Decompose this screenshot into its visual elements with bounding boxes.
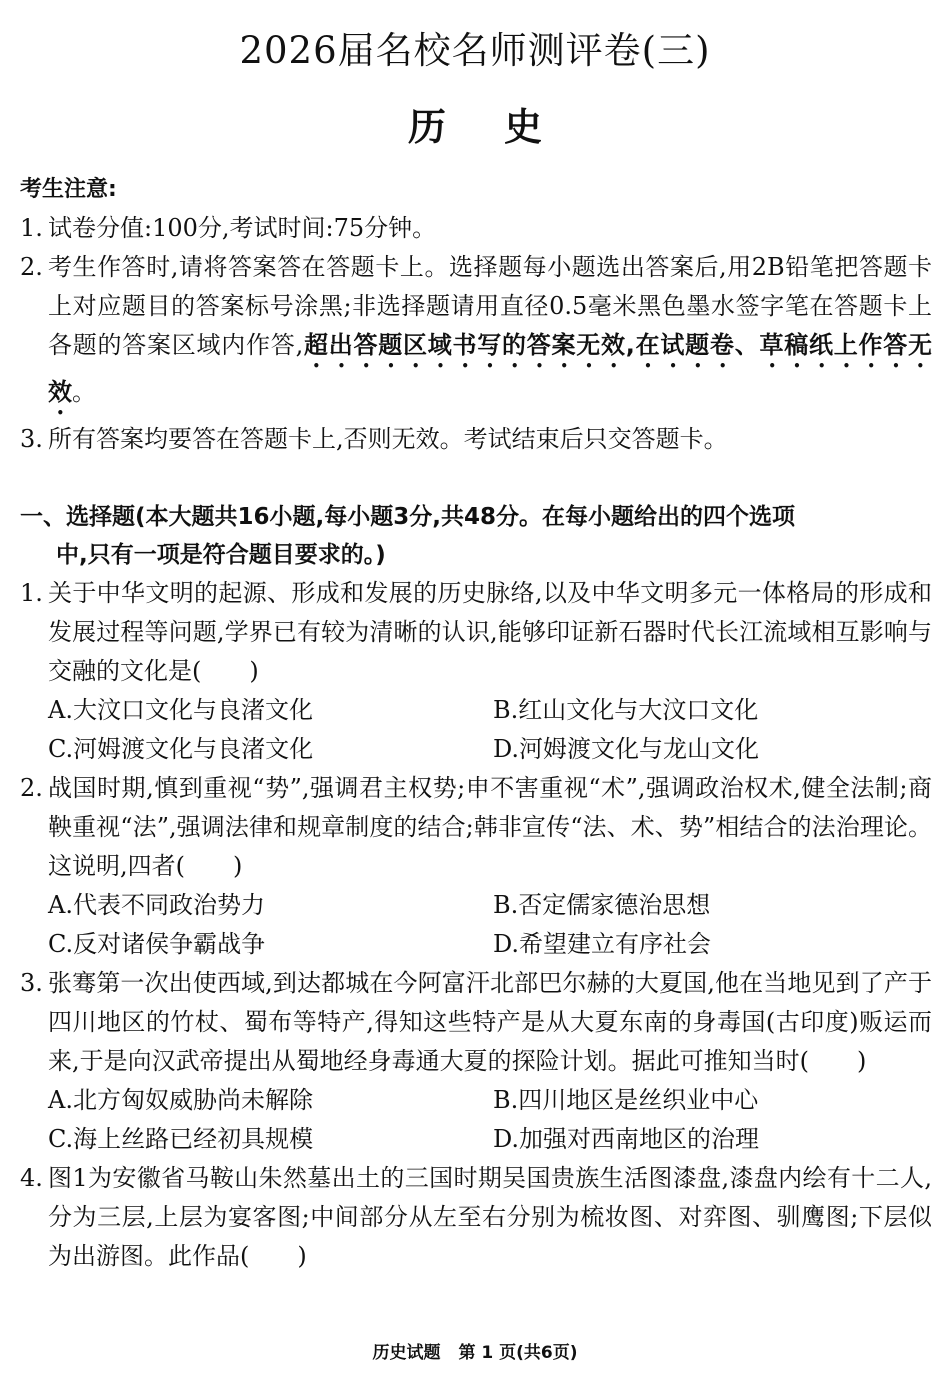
question-stem: 张骞第一次出使西域,到达都城在今阿富汗北部巴尔赫的大夏国,他在当地见到了产于四川地区的竹杖、蜀布等特产,得知这些特产是从大夏东南的身毒国(古印度)贩运而来,于是向汉武帝提出从蜀地经身毒通大夏的探险计划。据此可推知当时( ): [48, 969, 932, 1075]
notice-text: 所有答案均要答在答题卡上,否则无效。考试结束后只交答题卡。: [48, 425, 728, 453]
option: C.反对诸侯争霸战争: [48, 930, 266, 958]
option: B.否定儒家德治思想: [493, 891, 711, 919]
question-stem: 关于中华文明的起源、形成和发展的历史脉络,以及中华文明多元一体格局的形成和发展过程等问题,学界已有较为清晰的认识,能够印证新石器时代长江流域相互影响与交融的文化是( ): [48, 579, 932, 685]
question-stem-row: [20, 964, 932, 1081]
page-footer: [0, 1338, 950, 1363]
option: C.海上丝路已经初具规模: [48, 1125, 314, 1153]
question-stem-row: [20, 574, 932, 691]
option-grid: [20, 886, 932, 964]
notice-text: 试卷分值:100分,考试时间:75分钟。: [48, 214, 437, 242]
question-stem: 战国时期,慎到重视“势”,强调君主权势;申不害重视“术”,强调政治权术,健全法制;商鞅重视“法”,强调法律和规章制度的结合;韩非宣传“法、术、势”相结合的法治理论。这说明,四者( ): [48, 774, 932, 880]
question-stem-row: [20, 1159, 932, 1276]
question-stem-row: [20, 769, 932, 886]
notice-item: [20, 248, 932, 420]
option: B.红山文化与大汶口文化: [493, 696, 759, 724]
option-grid: [20, 1081, 932, 1159]
notice-text: [48, 248, 932, 420]
section-heading-line: 一、选择题(本大题共16小题,每小题3分,共48分。在每小题给出的四个选项: [20, 504, 796, 530]
section-heading-line: 中,只有一项是符合题目要求的。): [56, 542, 386, 568]
footer-subject: 历史试题: [372, 1343, 441, 1363]
question-number: 1.: [20, 579, 43, 607]
option-grid: [20, 691, 932, 769]
notice-number: 3.: [20, 425, 43, 453]
option: D.加强对西南地区的治理: [493, 1125, 760, 1153]
subject-title: 历史: [407, 105, 600, 149]
question-3: [20, 964, 932, 1159]
option: A.代表不同政治势力: [48, 891, 265, 919]
question-number: 3.: [20, 969, 43, 997]
notice-emphasis: 超出答题区域书写的答案无效,在试题卷、草稿纸上作答无效: [48, 331, 932, 406]
question-4: [20, 1159, 932, 1276]
option: A.北方匈奴威胁尚未解除: [48, 1086, 313, 1114]
question-list: [20, 574, 932, 1276]
option: B.四川地区是丝织业中心: [493, 1086, 759, 1114]
notice-text-main: 考生作答时,请将答案答在答题卡上。选择题每小题选出答案后,用2B铅笔把答题卡上对应题目的答案标号涂黑;非选择题请用直径0.5毫米黑色墨水签字笔在答题卡上各题的答案区域内作答,: [48, 253, 932, 359]
option: D.希望建立有序社会: [493, 930, 712, 958]
notice-item: [20, 209, 932, 248]
notice-number: 2.: [20, 253, 43, 281]
footer-page-number: 第 1 页(共6页): [458, 1343, 578, 1363]
question-2: [20, 769, 932, 964]
option: D.河姆渡文化与龙山文化: [493, 735, 760, 763]
question-stem: 图1为安徽省马鞍山朱然墓出土的三国时期吴国贵族生活图漆盘,漆盘内绘有十二人,分为三层,上层为宴客图;中间部分从左至右分别为梳妆图、对弈图、驯鹰图;下层似为出游图。此作品( ): [48, 1164, 932, 1270]
question-number: 4.: [20, 1164, 43, 1192]
exam-title: 2026届名校名师测评卷(三): [239, 29, 711, 72]
notice-block: [20, 170, 932, 459]
question-number: 2.: [20, 774, 43, 802]
notice-text-end: 。: [72, 378, 96, 406]
option: A.大汶口文化与良渚文化: [48, 696, 313, 724]
question-1: [20, 574, 932, 769]
option: C.河姆渡文化与良渚文化: [48, 735, 314, 763]
section-heading: [20, 498, 932, 574]
notice-number: 1.: [20, 214, 43, 242]
notice-item: [20, 420, 932, 459]
notice-heading: 考生注意:: [20, 177, 117, 202]
